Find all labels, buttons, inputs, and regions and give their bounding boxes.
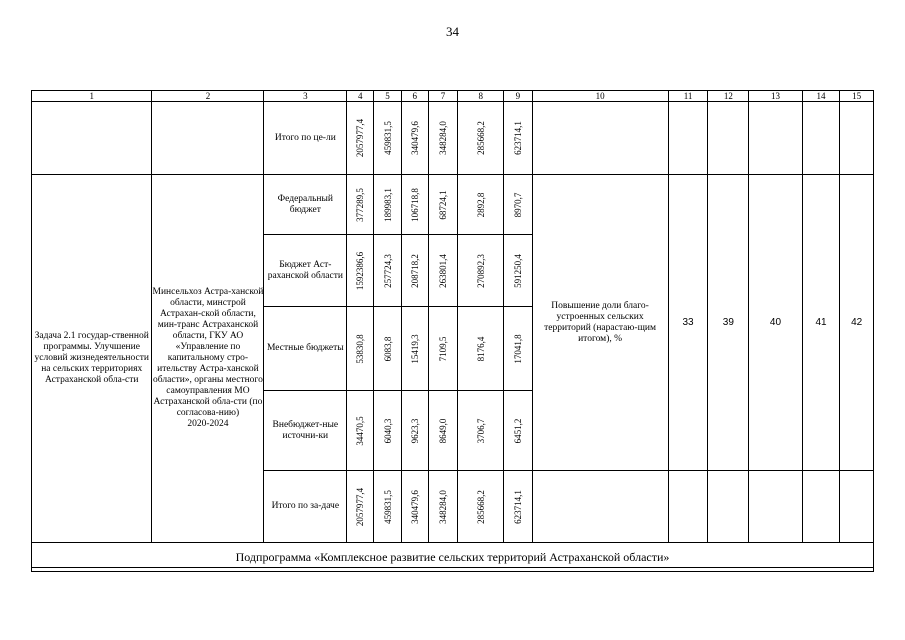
header-cell: 7 (428, 91, 457, 102)
cell-value: 15419,3 (409, 333, 420, 364)
goal-total-label: Итого по це-ли (264, 102, 347, 175)
value-cell (504, 235, 532, 307)
cell-value: 8649,0 (438, 418, 448, 443)
indicator-text: Повышение доли благо-устроенных сельских территорий (нарастаю-щим итогом), % (532, 175, 668, 471)
value-cell (458, 175, 504, 235)
target-value: 42 (840, 175, 874, 471)
empty-cell (152, 102, 264, 175)
value-cell (374, 391, 401, 471)
cell-value: 2057977,4 (355, 118, 366, 158)
bottom-rule (31, 567, 874, 568)
value-cell (504, 175, 532, 235)
value-cell (504, 391, 532, 471)
header-row (32, 91, 874, 102)
cell-value: 189983,1 (382, 187, 393, 222)
value-cell (347, 307, 374, 391)
header-cell: 8 (458, 91, 504, 102)
empty-cell (802, 471, 840, 543)
table-row (32, 175, 874, 235)
funding-source-label: Местные бюджеты (264, 307, 347, 391)
cell-value: 106718,8 (409, 187, 420, 222)
cell-value: 1592386,6 (355, 251, 366, 290)
header-cell: 14 (802, 91, 840, 102)
value-cell (374, 235, 401, 307)
value-cell (401, 175, 428, 235)
header-cell: 13 (749, 91, 802, 102)
value-cell (347, 471, 374, 543)
header-cell: 9 (504, 91, 532, 102)
target-value: 40 (749, 175, 802, 471)
cell-value: 9623,3 (409, 418, 420, 443)
program-table (31, 90, 874, 572)
header-cell: 12 (708, 91, 749, 102)
executors-text: Минсельхоз Астра-ханской области, минстрой Астрахан-ской области, мин-транс Астраханской области, ГКУ АО «Управление по капитальному стро-ительству Астра-ханской области», органы местного самоуправления МО Астраханской обла-сти (по согласова-нию) (152, 287, 264, 418)
value-cell (428, 235, 457, 307)
value-cell (458, 471, 504, 543)
value-cell (401, 102, 428, 175)
empty-cell (32, 102, 152, 175)
header-cell: 5 (374, 91, 401, 102)
value-cell (428, 307, 457, 391)
cell-value: 68724,1 (438, 189, 448, 220)
cell-value: 270892,3 (475, 253, 486, 288)
funding-source-label: Федеральный бюджет (264, 175, 347, 235)
header-cell: 2 (152, 91, 264, 102)
cell-value: 2892,8 (475, 192, 486, 217)
task-total-label: Итого по за-даче (264, 471, 347, 543)
empty-cell (708, 471, 749, 543)
goal-total-row (32, 102, 874, 175)
task-name: Задача 2.1 государ-ственной программы. Улучшение условий жизнедеятельности на сельских территориях Астраханской обла-сти (32, 175, 152, 543)
value-cell (458, 235, 504, 307)
cell-value: 459831,5 (382, 489, 393, 524)
empty-cell (668, 102, 708, 175)
empty-cell (749, 102, 802, 175)
cell-value: 6083,8 (382, 336, 393, 361)
cell-value: 263801,4 (438, 253, 448, 288)
value-cell (428, 471, 457, 543)
value-cell (504, 102, 532, 175)
cell-value: 2057977,4 (355, 487, 366, 526)
target-value: 39 (708, 175, 749, 471)
cell-value: 6040,3 (382, 418, 393, 443)
task-executors (152, 175, 264, 543)
header-cell: 1 (32, 91, 152, 102)
cell-value: 340479,6 (409, 489, 420, 524)
empty-cell (668, 471, 708, 543)
value-cell (374, 102, 401, 175)
cell-value: 623714,1 (512, 489, 523, 524)
cell-value: 348284,0 (438, 489, 448, 524)
header-cell: 6 (401, 91, 428, 102)
target-value: 33 (668, 175, 708, 471)
value-cell (458, 307, 504, 391)
value-cell (347, 235, 374, 307)
cell-value: 34470,5 (355, 415, 366, 446)
cell-value: 257724,3 (382, 253, 393, 288)
header-cell: 4 (347, 91, 374, 102)
cell-value: 3706,7 (475, 418, 486, 443)
funding-source-label: Внебюджет-ные источни-ки (264, 391, 347, 471)
value-cell (347, 391, 374, 471)
subprogram-title: Подпрограмма «Комплексное развитие сельских территорий Астраханской области» (32, 543, 874, 572)
value-cell (374, 307, 401, 391)
funding-source-label: Бюджет Аст-раханской области (264, 235, 347, 307)
cell-value: 377289,5 (355, 187, 366, 222)
cell-value: 53830,8 (355, 333, 366, 364)
value-cell (428, 102, 457, 175)
cell-value: 285668,2 (475, 489, 486, 524)
value-cell (374, 175, 401, 235)
cell-value: 208718,2 (409, 253, 420, 288)
cell-value: 348284,0 (438, 121, 448, 155)
header-cell: 11 (668, 91, 708, 102)
value-cell (401, 471, 428, 543)
value-cell (428, 175, 457, 235)
value-cell (458, 102, 504, 175)
empty-cell (840, 102, 874, 175)
empty-cell (532, 471, 668, 543)
value-cell (347, 102, 374, 175)
value-cell (504, 307, 532, 391)
value-cell (374, 471, 401, 543)
target-value: 41 (802, 175, 840, 471)
page-number: 34 (446, 24, 459, 39)
cell-value: 459831,5 (382, 121, 393, 155)
value-cell (458, 391, 504, 471)
value-cell (504, 471, 532, 543)
value-cell (401, 391, 428, 471)
empty-cell (708, 102, 749, 175)
value-cell (428, 391, 457, 471)
empty-cell (802, 102, 840, 175)
cell-value: 591250,4 (512, 253, 523, 288)
cell-value: 8970,7 (512, 192, 523, 217)
empty-cell (840, 471, 874, 543)
value-cell (347, 175, 374, 235)
empty-cell (749, 471, 802, 543)
cell-value: 623714,1 (512, 121, 523, 155)
empty-cell (532, 102, 668, 175)
cell-value: 340479,6 (409, 121, 420, 155)
cell-value: 6451,2 (512, 418, 523, 443)
header-cell: 3 (264, 91, 347, 102)
value-cell (401, 235, 428, 307)
period-text: 2020-2024 (187, 419, 229, 429)
value-cell (401, 307, 428, 391)
cell-value: 8176,4 (475, 336, 486, 361)
cell-value: 7109,5 (438, 336, 448, 361)
header-cell: 10 (532, 91, 668, 102)
header-cell: 15 (840, 91, 874, 102)
cell-value: 17041,8 (512, 333, 523, 364)
cell-value: 285668,2 (475, 121, 486, 155)
